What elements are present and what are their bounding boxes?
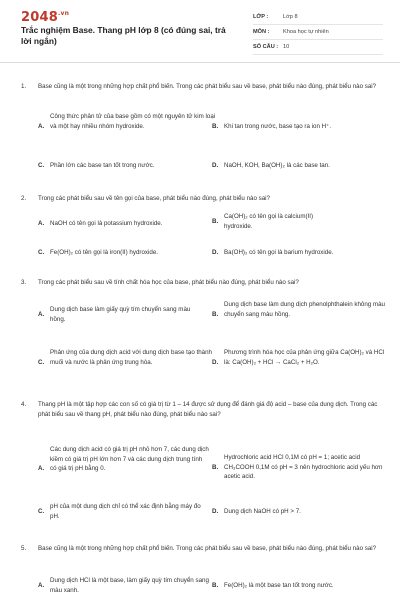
option-text: Phương trình hóa học của phản ứng giữa Ca(OH)₂ và HCl là: Ca(OH)₂ + HCl → CaCl₂ + H₂O. <box>224 349 385 366</box>
meta-row-count <box>253 40 383 55</box>
question-5 <box>21 544 385 564</box>
option-letter: D. <box>212 508 219 515</box>
question-2 <box>21 194 385 204</box>
option-letter: A. <box>38 311 45 318</box>
meta-table <box>253 10 383 55</box>
option-letter: A. <box>38 123 45 130</box>
option-text: Phần lớn các base tan tốt trong nước. <box>50 162 155 169</box>
header <box>0 0 400 63</box>
option-letter: C. <box>38 508 45 515</box>
question-number: 2. <box>21 195 27 202</box>
option-letter: A. <box>38 465 45 472</box>
question-text: Thang pH là một tập hợp các con số có giá trị từ 1 – 14 được sử dụng để đánh giá độ acid – base của dung dịch. Trong các phát biểu sau về thang pH, phát biểu nào đúng, phát biểu nào sai? <box>38 401 378 418</box>
option-text: Dung dịch HCl là một base, làm giấy quỳ tím chuyển sang màu xanh. <box>50 577 209 594</box>
option-letter: D. <box>212 249 219 256</box>
option-text: Dung dịch NaOH có pH > 7. <box>224 508 301 515</box>
question-text: Base cũng là một trong những hợp chất phổ biến. Trong các phát biểu sau về base, phát biểu nào đúng, phát biểu nào sai? <box>38 545 377 552</box>
logo-text: 2048 <box>21 10 58 25</box>
logo-suffix: .vn <box>57 9 70 17</box>
option-text: Hydrochloric acid HCl 0,1M có pH = 1; acetic acid CH₃COOH 0,1M có pH = 3 nên hydrochloric acid yếu hơn acetic acid. <box>224 454 383 480</box>
question-3 <box>21 278 385 288</box>
question-4 <box>21 400 385 430</box>
question-number: 3. <box>21 279 27 286</box>
question-text: Trong các phát biểu sau về tên gọi của base, phát biểu nào đúng, phát biểu nào sai? <box>38 195 270 202</box>
option-text: Công thức phân tử của base gồm có một nguyên tử kim loại và một hay nhiều nhóm hydroxide. <box>50 113 216 130</box>
page-title: Trắc nghiệm Base. Thang pH lớp 8 (có đúng sai, trả lời ngắn) <box>21 25 226 46</box>
question-number: 4. <box>21 401 27 408</box>
option-text: Fe(OH)₂ có tên gọi là iron(II) hydroxide. <box>50 249 158 256</box>
option-letter: C. <box>38 162 45 169</box>
option-text: Ba(OH)₂ có tên gọi là barium hydroxide. <box>224 249 334 256</box>
question-text: Trong các phát biểu sau về tính chất hóa học của base, phát biểu nào đúng, phát biểu nào sai? <box>38 279 299 286</box>
option-text: Ca(OH)₂ có tên gọi là calcium(II) hydroxide. <box>224 213 314 230</box>
option-text: NaOH, KOH, Ba(OH)₂ là các base tan. <box>224 162 330 169</box>
option-letter: B. <box>212 218 219 225</box>
option-letter: C. <box>38 249 45 256</box>
meta-row-subject <box>253 25 383 40</box>
meta-value: Lớp 8 <box>283 14 298 20</box>
question-number: 1. <box>21 83 27 90</box>
question-number: 5. <box>21 545 27 552</box>
option-letter: C. <box>38 359 45 366</box>
option-text: pH của một dung dịch chỉ có thể xác định bằng máy đo pH. <box>50 503 201 520</box>
meta-value: Khoa học tự nhiên <box>283 29 329 35</box>
meta-row-grade <box>253 10 383 25</box>
option-letter: A. <box>38 220 45 227</box>
meta-value: 10 <box>283 44 290 50</box>
meta-key: SỐ CÂU : <box>253 44 279 50</box>
option-letter: B. <box>212 123 219 130</box>
option-text: Fe(OH)₂ là một base tan tốt trong nước. <box>224 582 334 589</box>
option-text: Dung dịch base làm dung dịch phenolphthalein không màu chuyển sang màu hồng. <box>224 301 385 318</box>
meta-key: MÔN : <box>253 29 270 35</box>
option-letter: D. <box>212 359 219 366</box>
option-text: Khi tan trong nước, base tạo ra ion H⁺. <box>224 123 332 130</box>
meta-key: LỚP : <box>253 14 269 20</box>
option-letter: A. <box>38 582 45 589</box>
option-letter: D. <box>212 162 219 169</box>
question-text: Base cũng là một trong những hợp chất phổ biến. Trong các phát biểu sau về base, phát biểu nào đúng, phát biểu nào sai? <box>38 83 377 90</box>
question-1 <box>21 82 385 102</box>
option-text: Phản ứng của dung dịch acid với dung dịch base tạo thành muối và nước là phản ứng trung hòa. <box>50 349 212 366</box>
option-letter: B. <box>212 464 219 471</box>
option-text: NaOH có tên gọi là potassium hydroxide. <box>50 220 163 227</box>
option-text: Dung dịch base làm giấy quỳ tím chuyển sang màu hồng. <box>50 306 191 323</box>
option-letter: B. <box>212 582 219 589</box>
site-logo[interactable] <box>21 10 69 25</box>
option-text: Các dung dịch acid có giá trị pH nhỏ hơn 7, các dung dịch kiềm có giá trị pH lớn hơn 7 và các dung dịch trung tính có giá trị pH bằng 0. <box>50 446 209 472</box>
option-letter: B. <box>212 311 219 318</box>
